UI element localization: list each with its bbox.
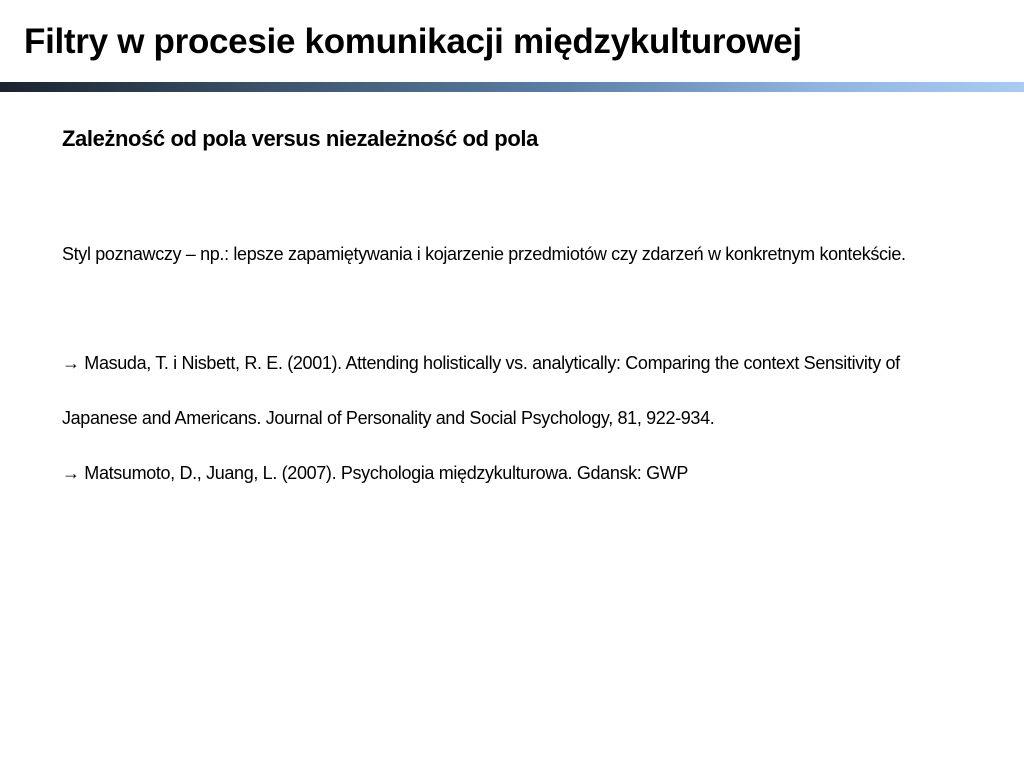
slide-subtitle: Zależność od pola versus niezależność od pola <box>62 126 538 151</box>
cognitive-style-text: Styl poznawczy – np.: lepsze zapamiętywania i kojarzenie przedmiotów czy zdarzeń w konkretnym kontekście. <box>62 244 906 264</box>
slide-title: Filtry w procesie komunikacji międzykulturowej <box>24 22 802 61</box>
title-gradient-rule <box>0 82 1024 92</box>
reference-masuda-line1: → Masuda, T. i Nisbett, R. E. (2001). Attending holistically vs. analytically: Comparing the context Sensitivity of <box>62 353 900 373</box>
reference-masuda-line2: Japanese and Americans. Journal of Personality and Social Psychology, 81, 922-934. <box>62 408 715 428</box>
reference-matsumoto: → Matsumoto, D., Juang, L. (2007). Psychologia międzykulturowa. Gdansk: GWP <box>62 463 689 483</box>
